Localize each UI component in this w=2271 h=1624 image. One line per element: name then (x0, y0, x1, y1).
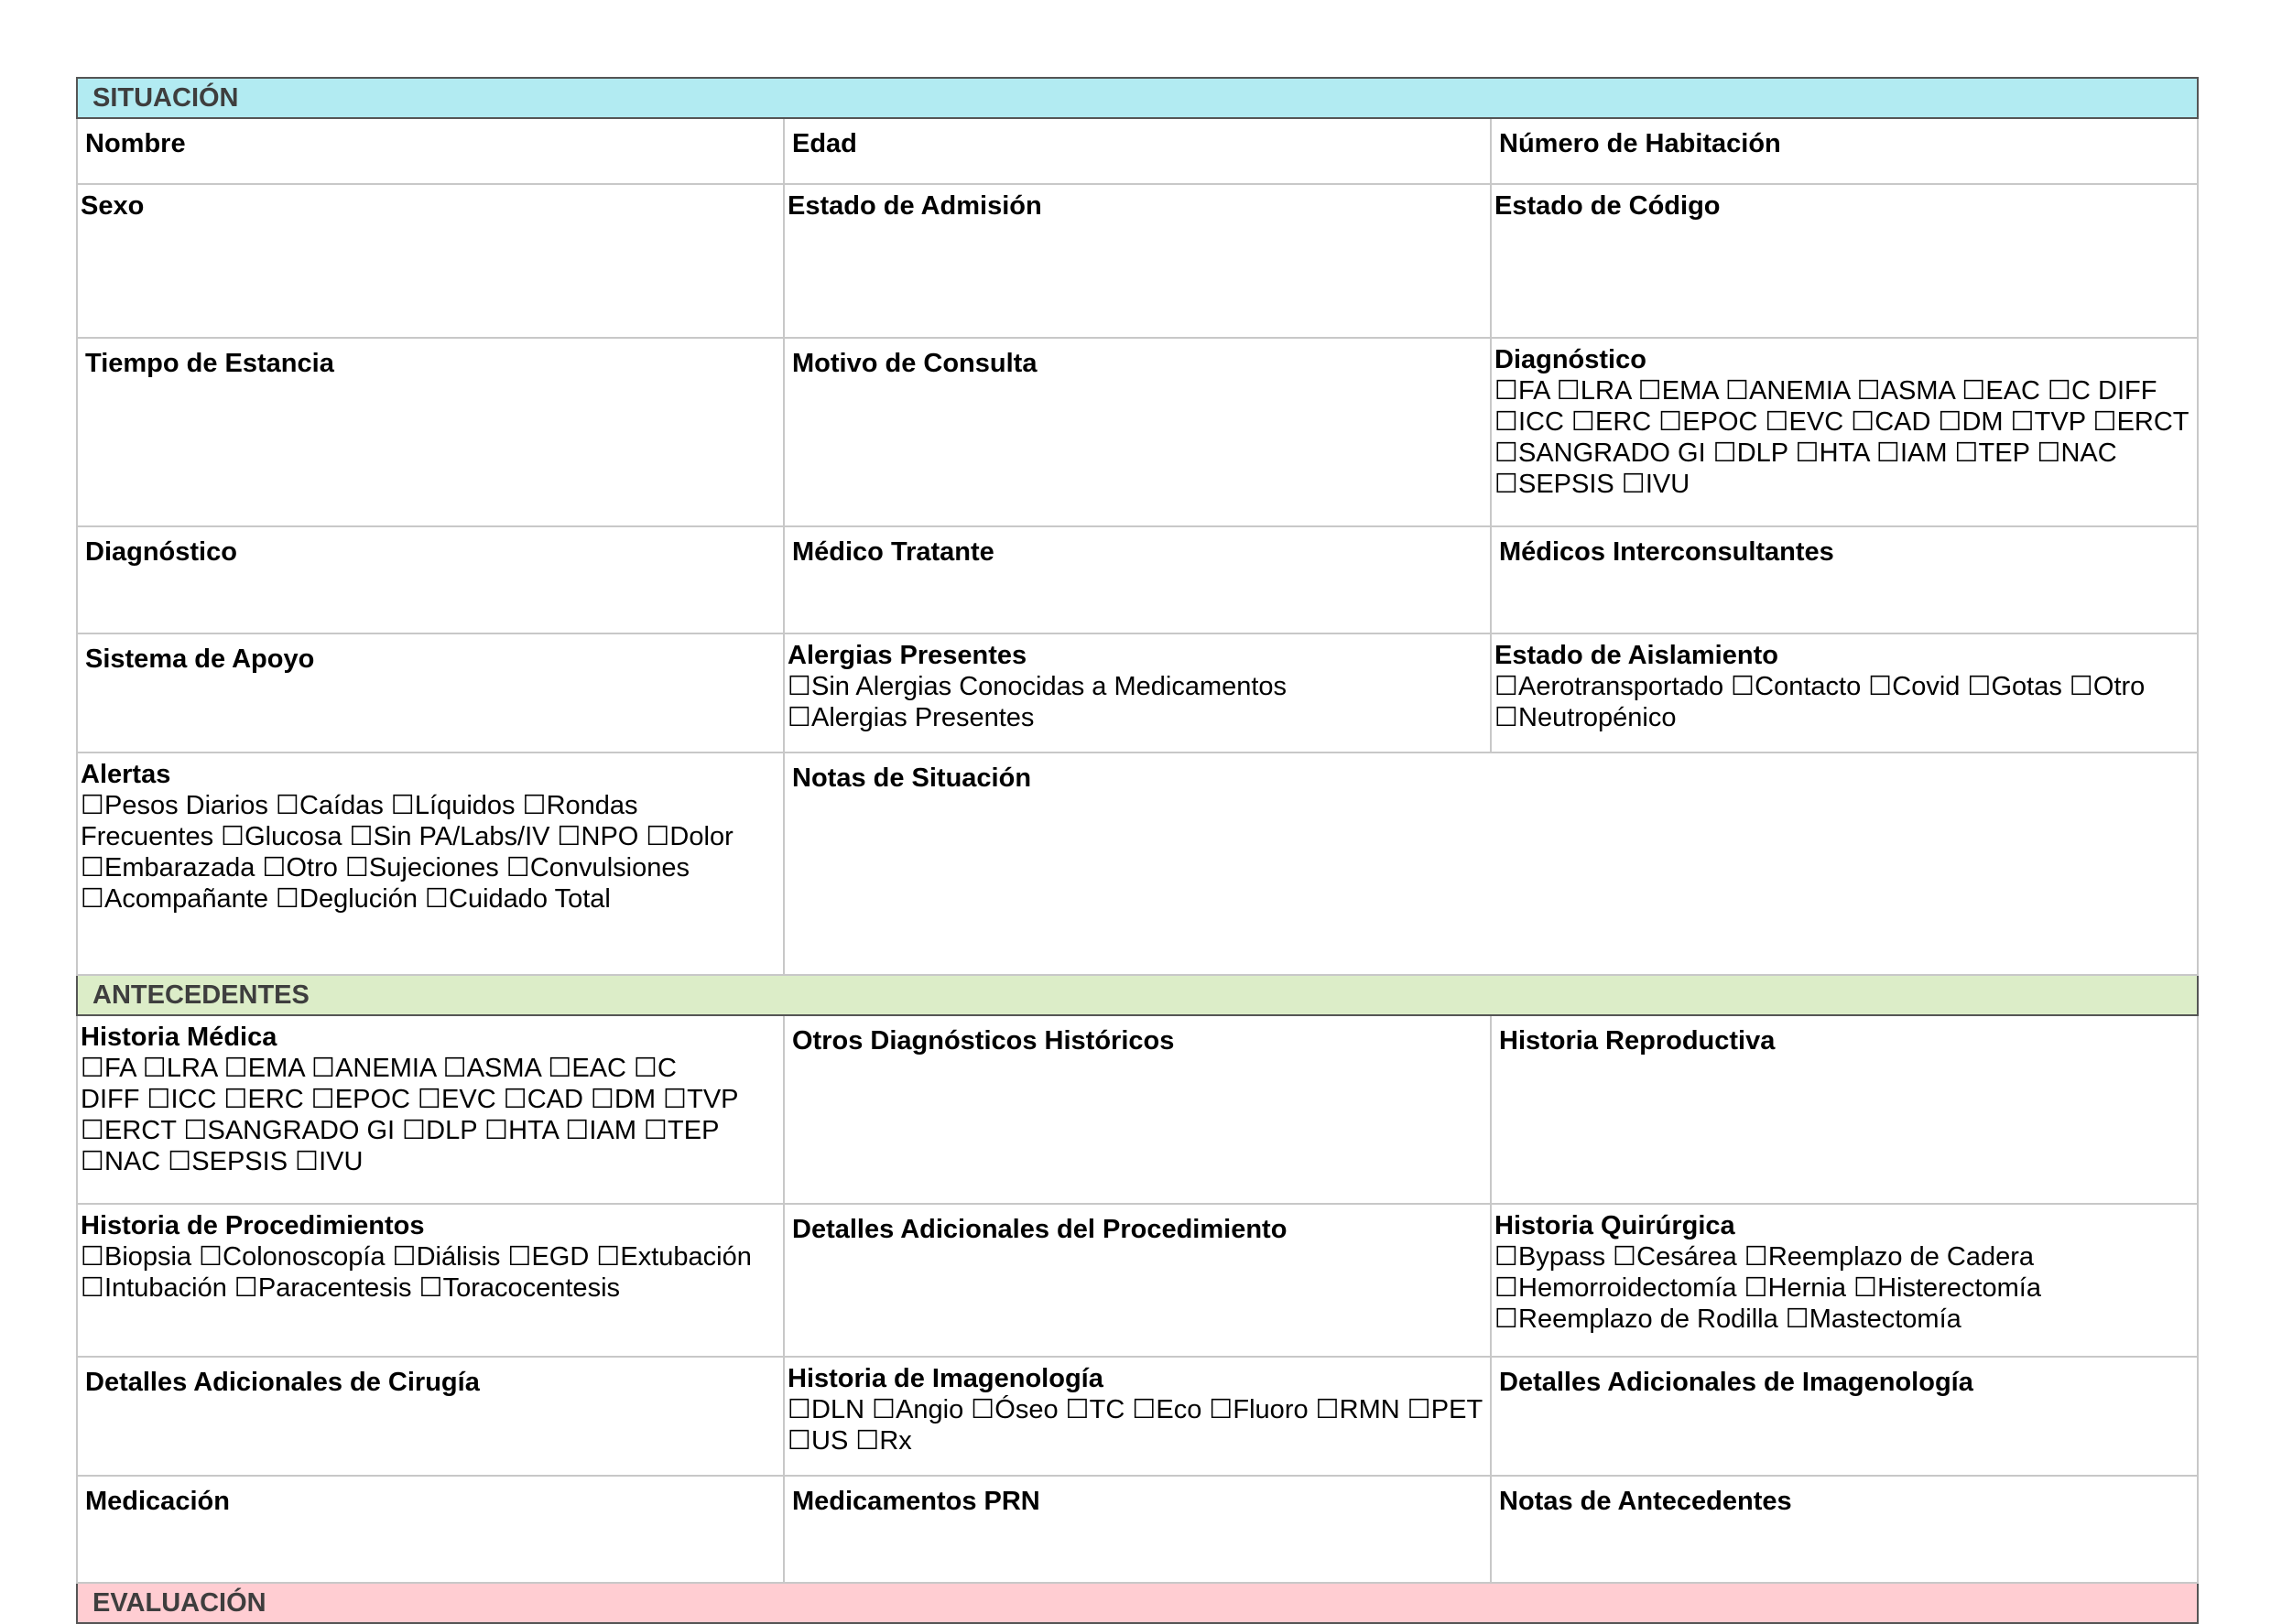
field-otros-diagnosticos[interactable] (784, 1015, 1491, 1204)
field-label: Alergias Presentes (788, 641, 1027, 670)
form-table (76, 77, 2199, 1624)
field-label: Detalles Adicionales del Procedimiento (792, 1215, 1288, 1244)
field-label: Historia de Imagenología (788, 1364, 1103, 1393)
checkbox-options[interactable]: ☐Aerotransportado ☐Contacto ☐Covid ☐Gotas ☐Otro ☐Neutropénico (1494, 672, 2146, 732)
section-title: SITUACIÓN (92, 83, 239, 113)
field-label: Número de Habitación (1499, 129, 1781, 158)
section-header-antecedentes (77, 975, 2198, 1015)
field-label: Sexo (81, 191, 145, 221)
field-label: Notas de Situación (792, 763, 1032, 793)
checkbox-options[interactable]: ☐FA ☐LRA ☐EMA ☐ANEMIA ☐ASMA ☐EAC ☐C DIFF ☐ICC ☐ERC ☐EPOC ☐EVC ☐CAD ☐DM ☐TVP ☐ERCT ☐SANGRADO GI ☐DLP ☐HTA ☐IAM ☐TEP ☐NAC ☐SEPSIS ☐IVU (1494, 376, 2189, 499)
field-label: Diagnóstico (85, 537, 237, 567)
field-label: Notas de Antecedentes (1499, 1487, 1792, 1516)
field-label: Detalles Adicionales de Cirugía (85, 1368, 480, 1397)
field-diagnostico-opciones[interactable] (1491, 338, 2198, 526)
field-label: Médicos Interconsultantes (1499, 537, 1834, 567)
section-header-evaluacion (77, 1583, 2198, 1623)
field-habitacion[interactable] (1491, 118, 2198, 184)
field-label: Estado de Admisión (788, 191, 1042, 221)
field-imagenologia[interactable] (784, 1357, 1491, 1476)
field-nombre[interactable] (77, 118, 784, 184)
field-label: Historia Médica (81, 1023, 277, 1052)
field-diagnostico[interactable] (77, 526, 784, 633)
section-header-situacion (77, 78, 2198, 118)
field-label: Motivo de Consulta (792, 349, 1038, 378)
field-interconsultantes[interactable] (1491, 526, 2198, 633)
field-admision[interactable] (784, 184, 1491, 338)
field-label: Historia de Procedimientos (81, 1211, 425, 1240)
checkbox-options[interactable]: ☐Pesos Diarios ☐Caídas ☐Líquidos ☐Rondas Frecuentes ☐Glucosa ☐Sin PA/Labs/IV ☐NPO ☐Dolor ☐Embarazada ☐Otro ☐Sujeciones ☐Convulsiones ☐Acompañante ☐Deglución ☐Cuidado Total (81, 791, 733, 914)
field-label: Estado de Aislamiento (1494, 641, 1778, 670)
field-prn[interactable] (784, 1476, 1491, 1583)
field-quirurgica[interactable] (1491, 1204, 2198, 1357)
field-detalles-imagenologia[interactable] (1491, 1357, 2198, 1476)
section-title: EVALUACIÓN (92, 1588, 266, 1618)
field-label: Alertas (81, 760, 171, 789)
field-estancia[interactable] (77, 338, 784, 526)
field-label: Historia Quirúrgica (1494, 1211, 1735, 1240)
field-label: Estado de Código (1494, 191, 1721, 221)
field-apoyo[interactable] (77, 633, 784, 752)
checkbox-options[interactable]: ☐DLN ☐Angio ☐Óseo ☐TC ☐Eco ☐Fluoro ☐RMN ☐PET ☐US ☐Rx (788, 1395, 1483, 1456)
field-notas-antecedentes[interactable] (1491, 1476, 2198, 1583)
field-label: Nombre (85, 129, 186, 158)
field-procedimientos[interactable] (77, 1204, 784, 1357)
field-reproductiva[interactable] (1491, 1015, 2198, 1204)
field-label: Medicación (85, 1487, 230, 1516)
field-medicacion[interactable] (77, 1476, 784, 1583)
checkbox-options[interactable]: ☐FA ☐LRA ☐EMA ☐ANEMIA ☐ASMA ☐EAC ☐C DIFF ☐ICC ☐ERC ☐EPOC ☐EVC ☐CAD ☐DM ☐TVP ☐ERCT ☐SANGRADO GI ☐DLP ☐HTA ☐IAM ☐TEP ☐NAC ☐SEPSIS ☐IVU (81, 1054, 739, 1176)
field-edad[interactable] (784, 118, 1491, 184)
field-medico-tratante[interactable] (784, 526, 1491, 633)
field-alertas[interactable] (77, 752, 784, 975)
checkbox-options[interactable]: ☐Biopsia ☐Colonoscopía ☐Diálisis ☐EGD ☐Extubación ☐Intubación ☐Paracentesis ☐Toracocentesis (81, 1242, 752, 1303)
sbar-form (76, 77, 2197, 1624)
field-label: Médico Tratante (792, 537, 994, 567)
field-alergias[interactable] (784, 633, 1491, 752)
field-historia-medica[interactable] (77, 1015, 784, 1204)
field-label: Detalles Adicionales de Imagenología (1499, 1368, 1973, 1397)
field-sexo[interactable] (77, 184, 784, 338)
field-label: Tiempo de Estancia (85, 349, 334, 378)
field-codigo[interactable] (1491, 184, 2198, 338)
field-motivo[interactable] (784, 338, 1491, 526)
field-detalles-procedimiento[interactable] (784, 1204, 1491, 1357)
field-notas-situacion[interactable] (784, 752, 2198, 975)
field-label: Edad (792, 129, 857, 158)
checkbox-options[interactable]: ☐Sin Alergias Conocidas a Medicamentos ☐Alergias Presentes (788, 672, 1288, 732)
field-label: Historia Reproductiva (1499, 1026, 1776, 1056)
field-aislamiento[interactable] (1491, 633, 2198, 752)
field-label: Sistema de Apoyo (85, 644, 315, 674)
section-title: ANTECEDENTES (92, 980, 310, 1010)
field-label: Otros Diagnósticos Históricos (792, 1026, 1175, 1056)
field-label: Medicamentos PRN (792, 1487, 1040, 1516)
field-detalles-cirugia[interactable] (77, 1357, 784, 1476)
field-label: Diagnóstico (1494, 345, 1646, 374)
checkbox-options[interactable]: ☐Bypass ☐Cesárea ☐Reemplazo de Cadera ☐Hemorroidectomía ☐Hernia ☐Histerectomía ☐Reemplazo de Rodilla ☐Mastectomía (1494, 1242, 2041, 1334)
